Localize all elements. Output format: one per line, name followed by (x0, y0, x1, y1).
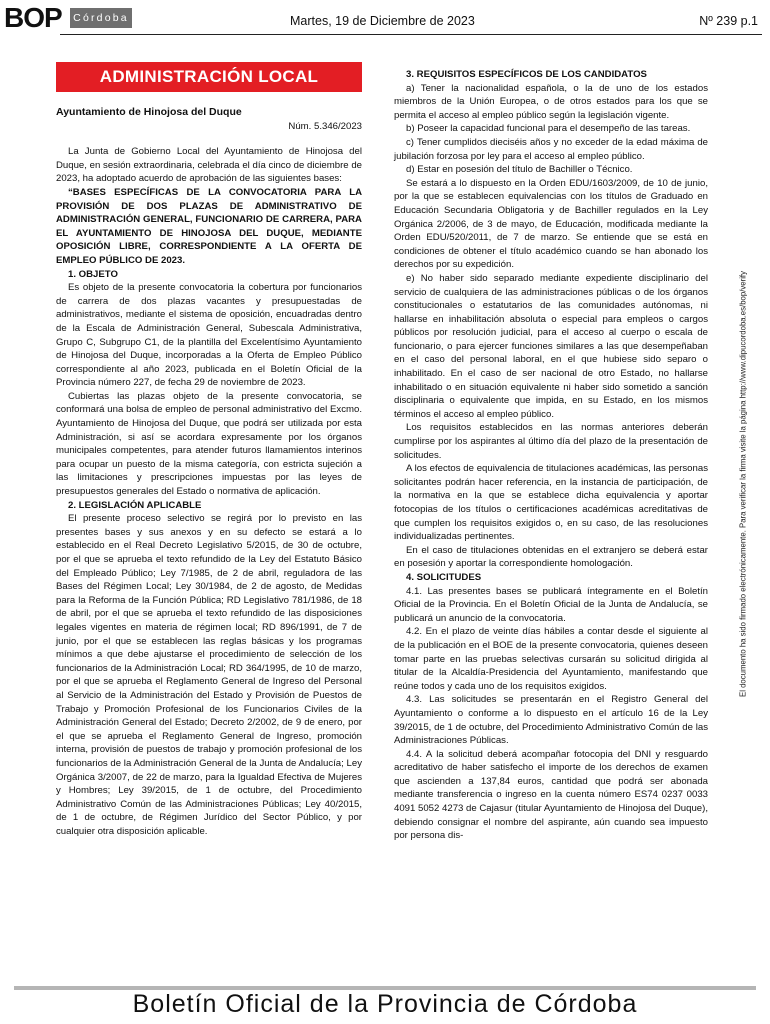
paragraph: e) No haber sido separado mediante expediente disciplinario del servicio de cualquiera de las administraciones públicas o de los órganos constitucionales o estatutarios de las comunidades autónomas, ni hallarse en inhabilitación absoluta o especial para empleos o cargos públicos por resolución judicial, para el acceso al cuerpo o escala de funcionario, o para ejercer funciones similares a las que desempeñaban en el caso del personal laboral, en el que hubiese sido separo o inhabilitado. En el caso de ser nacional de otro Estado, no hallarse inhabilitado o en situación equivalente ni haber sido sometido a sanción disciplinaria o equivalente que impida, en su Estado, en los mismos términos el acceso al empleo público. (394, 272, 708, 420)
section-banner: ADMINISTRACIÓN LOCAL (56, 62, 362, 92)
entity-name: Ayuntamiento de Hinojosa del Duque (56, 106, 242, 118)
paragraph: b) Poseer la capacidad funcional para el desempeño de las tareas. (406, 123, 691, 135)
section-heading: 3. REQUISITOS ESPECÍFICOS DE LOS CANDIDATOS (406, 69, 647, 80)
paragraph: En el caso de titulaciones obtenidas en el extranjero se deberá estar en posesión y aportar la correspondiente homologación. (394, 544, 708, 570)
right-column (394, 68, 708, 843)
issue-number: Nº 239 p.1 (699, 14, 758, 28)
bop-logo-city: Córdoba (70, 8, 132, 28)
verification-note (736, 44, 750, 924)
announcement-number: Núm. 5.346/2023 (288, 120, 362, 132)
section-heading: 1. OBJETO (68, 268, 118, 280)
paragraph: 4.3. Las solicitudes se presentarán en el Registro General del Ayuntamiento o conforme a lo dispuesto en el artículo 16 de la Ley 39/2015, de 1 de octubre, del Procedimiento Administrativo Común de las Administraciones Públicas. (394, 694, 708, 747)
header-rule (60, 34, 762, 35)
paragraph: 4.1. Las presentes bases se publicará íntegramente en el Boletín Oficial de la Provincia. En el Boletín Oficial de la Junta de Andalucía, se publicará un anuncio de la convocatoria. (394, 585, 708, 624)
paragraph: Se estará a lo dispuesto en la Orden EDU/1603/2009, de 10 de junio, por la que se establecen equivalencias con los títulos de Graduado en Educación Secundaria Obligatoria y de Bachiller regulados en la Ley Orgánica 2/2006, de 3 de mayo, de Educación, modificada mediante la Orden EDU/520/2011, de 7 de marzo. Se entiende que se está en condiciones de obtener el título académico cuando se han abonado los derechos por su expedición. (394, 177, 708, 271)
footer-title: Boletín Oficial de la Provincia de Córdoba (132, 990, 638, 1018)
paragraph: La Junta de Gobierno Local del Ayuntamiento de Hinojosa del Duque, en sesión extraordinaria, celebrada el día cinco de diciembre de 2023, ha adoptado acuerdo de aprobación de las siguientes bases: (56, 146, 362, 185)
left-column (56, 62, 362, 838)
paragraph: 4.4. A la solicitud deberá acompañar fotocopia del DNI y resguardo acreditativo de haber satisfecho el importe de los derechos de examen que ascienden a 137,84 euros, cantidad que podrá ser abonada mediante transferencia o ingreso en la cuenta número ES74 0237 0033 4091 5052 4273 de Cajasur (titular Ayuntamiento de Hinojosa del Duque), debiendo consignar el nombre del aspirante, aún cuando sea impuesto por persona dis- (394, 748, 708, 842)
section-heading: 2. LEGISLACIÓN APLICABLE (68, 499, 202, 511)
bop-logo: BOP (4, 2, 62, 33)
left-body (56, 145, 362, 838)
paragraph: 4.2. En el plazo de veinte días hábiles a contar desde el siguiente al de la publicación en el BOE de la presente convocatoria, quienes deseen tomar parte en las pruebas selectivas cursarán su solicitud dirigida al titular de la Alcaldía-Presidencia del Ayuntamiento, manifestando que reúne todos y cada uno de los requisitos exigidos. (394, 626, 708, 692)
paragraph: A los efectos de equivalencia de titulaciones académicas, las personas solicitantes podrán hacer referencia, en la instancia de participación, de la normativa en la que se establece dicha equivalencia y aportar fotocopias de los títulos o certificaciones académicas acreditativas de que cumplen los requisitos exigidos o, en su caso, de las resoluciones individualizadas pertinentes. (394, 463, 708, 543)
paragraph: c) Tener cumplidos dieciséis años y no exceder de la edad máxima de jubilación forzosa por ley para el acceso al empleo público. (394, 136, 708, 162)
paragraph: a) Tener la nacionalidad española, o la de uno de los estados miembros de la Unión Europea, o de otros estados para los que se permita el acceso al empleo público según la legislación vigente. (394, 82, 708, 121)
issue-date: Martes, 19 de Diciembre de 2023 (290, 14, 475, 28)
paragraph: Cubiertas las plazas objeto de la presente convocatoria, se conformará una bolsa de empleo de personal administrativo del Excmo. Ayuntamiento de Hinojosa del Duque, que podrá ser utilizada por esta Administración, si así se acordara expresamente por los órganos municipales competentes, para atender futuros llamamientos interinos para ocupar un puesto de la misma categoría, con estricta sujeción a las limitaciones y prescripciones impuestas por las leyes de presupuestos generales del Estado o normativa de aplicación. (56, 390, 362, 498)
right-body (394, 68, 708, 843)
paragraph: d) Estar en posesión del título de Bachiller o Técnico. (406, 164, 633, 176)
section-heading: 4. SOLICITUDES (406, 571, 482, 583)
paragraph: El presente proceso selectivo se regirá por lo previsto en las presentes bases y sus anexos y en su defecto se estará a lo establecido en el Real Decreto Legislativo 5/2015, de 30 de octubre, por el que se aprueba el texto refundido de la Ley del Estatuto Básico del Empleado Público; Ley 7/1985, de 2 de abril, reguladora de las Bases del Régimen Local; Ley 30/1984, de 2 de agosto, de Medidas para la Reforma de la Función Pública; RD Legislativo 781/1986, de 18 de abril, por el que se aprueba el texto refundido de las disposiciones legales vigentes en materia de régimen local; RD 896/1991, de 7 de junio, por el que se establecen las reglas básicas y los programas mínimos a que debe ajustarse el procedimiento de selección de los funcionarios de la Administración Local; RD 364/1995, de 10 de marzo, por el que se aprueba el Reglamento General de Ingreso del Personal al Servicio de la Administración del Estado y Provisión de Puestos de Trabajo y Promoción Profesional de los Funcionarios Civiles de la Administración General del Estado; Decreto 2/2002, de 9 de enero, por el que se aprueba el Reglamento General de Ingreso, promoción interna, provisión de puestos de trabajo y promoción profesional de los funcionarios de la Administración General de la Junta de Andalucía; Ley Orgánica 3/2007, de 22 de marzo, para la Igualdad Efectiva de Mujeres y Hombres; Ley 39/2015, de 1 de octubre, del Procedimiento Administrativo Común de las Administraciones Públicas; Ley 40/2015, de 1 de octubre, de Régimen Jurídico del Sector Público, y por cualquier otra disposición aplicable. (56, 513, 362, 837)
section-heading: “BASES ESPECÍFICAS DE LA CONVOCATORIA PARA LA PROVISIÓN DE DOS PLAZAS DE ADMINISTRATIVO DE ADMINISTRACIÓN GENERAL, FUNCIONARIO DE CARRERA, PARA EL AYUNTAMIENTO DE HINOJOSA DEL DUQUE, MEDIANTE OPOSICIÓN LIBRE, CORRESPONDIENTE A LA OFERTA DE EMPLEO PÚBLICO DE 2023. (56, 186, 362, 266)
paragraph: Los requisitos establecidos en las normas anteriores deberán cumplirse por los aspirantes al último día del plazo de la presentación de solicitudes. (394, 422, 708, 461)
verification-text: El documento ha sido firmado electrónicamente. Para verificar la firma visite la página http://www.dipucordoba.es/bop/verify (738, 270, 748, 698)
page-header (0, 0, 770, 40)
paragraph: Es objeto de la presente convocatoria la cobertura por funcionarios de carrera de dos plazas vacantes y presupuestadas de administrativos, mediante el sistema de oposición, encuadradas dentro de la Escala de Administración General, Subescala Administrativa, Grupo C, Subgrupo C1, de la plantilla del Excelentísimo Ayuntamiento de Hinojosa del Duque, incorporadas a la Oferta de Empleo Público correspondiente al año 2023, publicada en el Boletín Oficial de la Provincia número 227, de fecha 29 de noviembre de 2023. (56, 282, 362, 389)
